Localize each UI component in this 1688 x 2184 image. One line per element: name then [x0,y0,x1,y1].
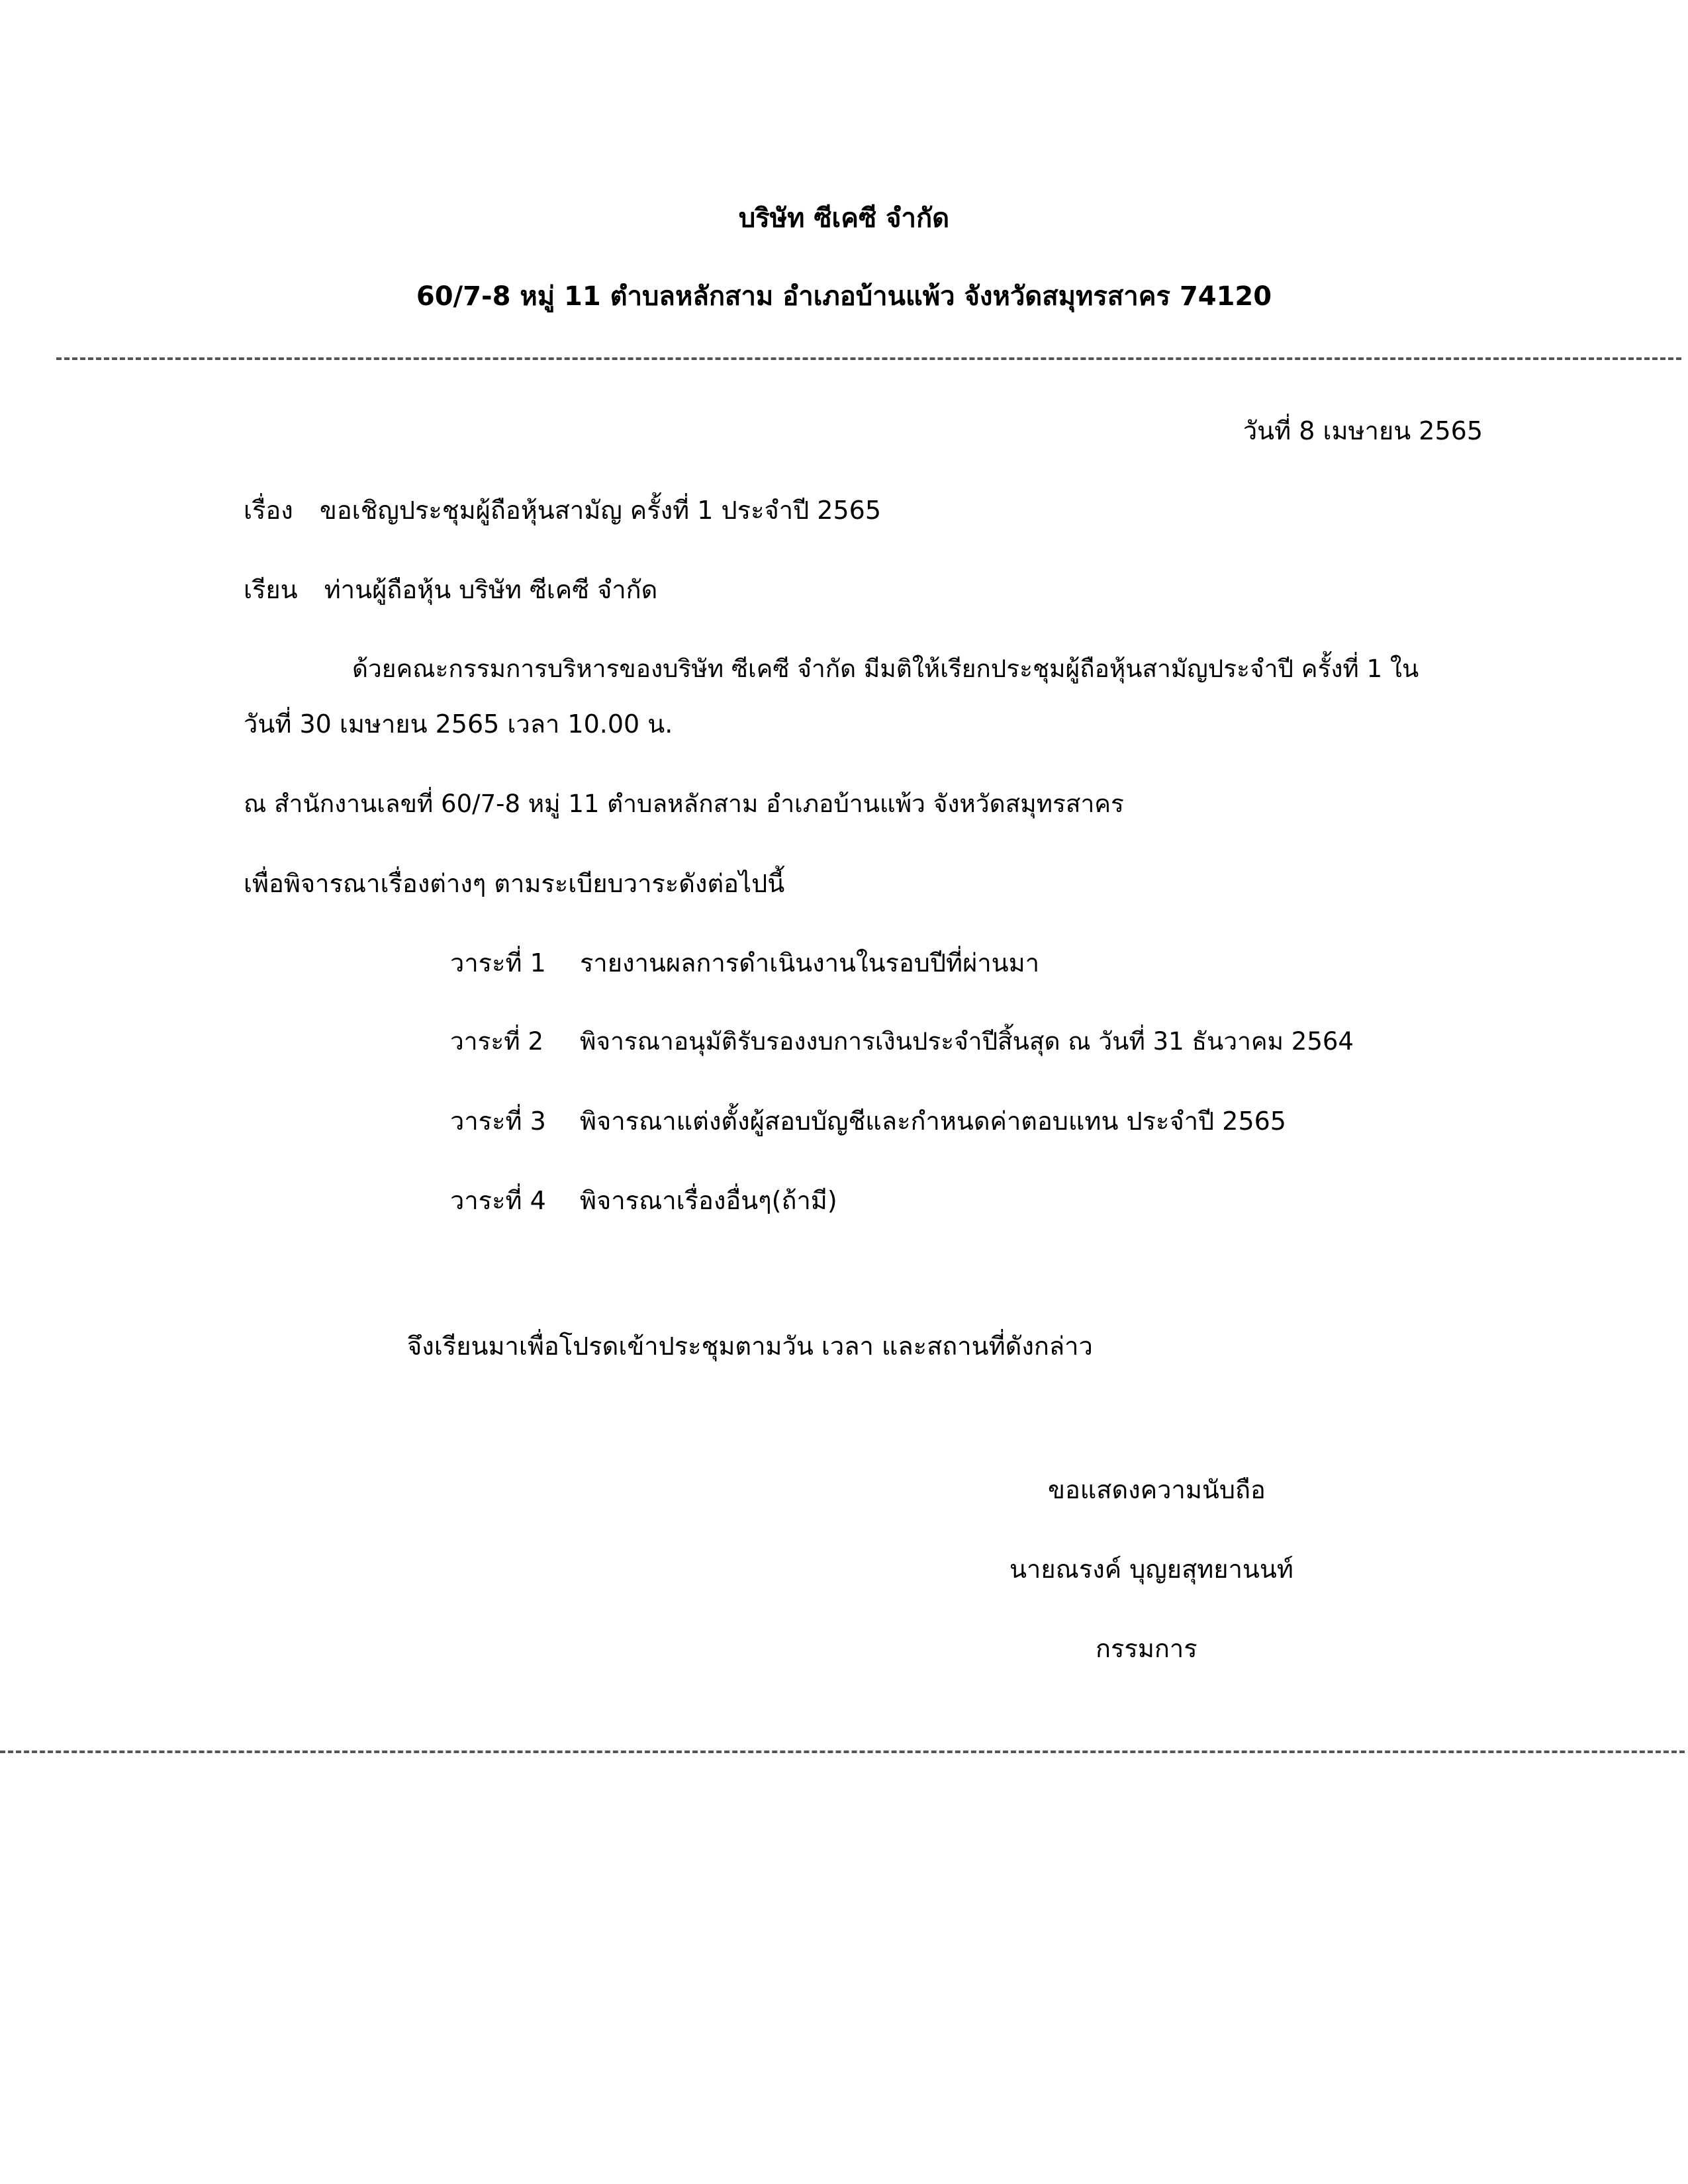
agenda-item-text: พิจารณาอนุมัติรับรองงบการเงินประจำปีสิ้นสุด ณ วันที่ 31 ธันวาคม 2564 [580,1027,1354,1056]
subject-text: ขอเชิญประชุมผู้ถือหุ้นสามัญ ครั้งที่ 1 ประจำปี 2565 [319,496,881,525]
body-line-1: ด้วยคณะกรรมการบริหารของบริษัท ซีเคซี จำกัด มีมติให้เรียกประชุมผู้ถือหุ้นสามัญประจำปี ครั้งที่ 1 ใน [352,655,1419,683]
agenda-item-text: พิจารณาเรื่องอื่นๆ(ถ้ามี) [580,1186,837,1215]
agenda-item-3 [450,1109,1286,1134]
signer-name: นายณรงค์ บุญยสุทยานนท์ [1009,1555,1293,1584]
agenda-item-label: วาระที่ 4 [450,1186,546,1215]
signer-title: กรรมการ [1096,1634,1197,1663]
agenda-intro: เพื่อพิจารณาเรื่องต่างๆ ตามระเบียบวาระดังต่อไปนี้ [244,869,785,898]
closing-request: จึงเรียนมาเพื่อโปรดเข้าประชุมตามวัน เวลา และสถานที่ดังกล่าว [407,1332,1093,1361]
to-line [244,577,657,602]
body-line-2: วันที่ 30 เมษายน 2565 เวลา 10.00 น. [244,709,673,739]
subject-line [244,498,881,523]
to-text: ท่านผู้ถือหุ้น บริษัท ซีเคซี จำกัด [324,575,658,604]
venue-line: ณ สำนักงานเลขที่ 60/7-8 หมู่ 11 ตำบลหลักสาม อำเภอบ้านแพ้ว จังหวัดสมุทรสาคร [244,790,1124,818]
agenda-item-label: วาระที่ 2 [450,1027,543,1056]
agenda-item-label: วาระที่ 1 [450,948,546,978]
top-divider [56,357,1681,360]
to-label: เรียน [244,575,298,604]
letter-date: วันที่ 8 เมษายน 2565 [1243,416,1483,445]
closing-salutation: ขอแสดงความนับถือ [1048,1475,1266,1504]
agenda-item-label: วาระที่ 3 [450,1107,546,1136]
bottom-divider [0,1751,1685,1753]
agenda-item-1 [450,950,1039,976]
subject-label: เรื่อง [244,496,293,525]
company-name: บริษัท ซีเคซี จำกัด [738,203,950,234]
company-address: 60/7-8 หมู่ 11 ตำบลหลักสาม อำเภอบ้านแพ้ว จังหวัดสมุทรสาคร 74120 [416,281,1272,312]
agenda-item-text: รายงานผลการดำเนินงานในรอบปีที่ผ่านมา [580,948,1040,978]
agenda-item-2 [450,1029,1354,1054]
agenda-item-text: พิจารณาแต่งตั้งผู้สอบบัญชีและกำหนดค่าตอบแทน ประจำปี 2565 [580,1107,1286,1136]
agenda-item-4 [450,1188,837,1213]
